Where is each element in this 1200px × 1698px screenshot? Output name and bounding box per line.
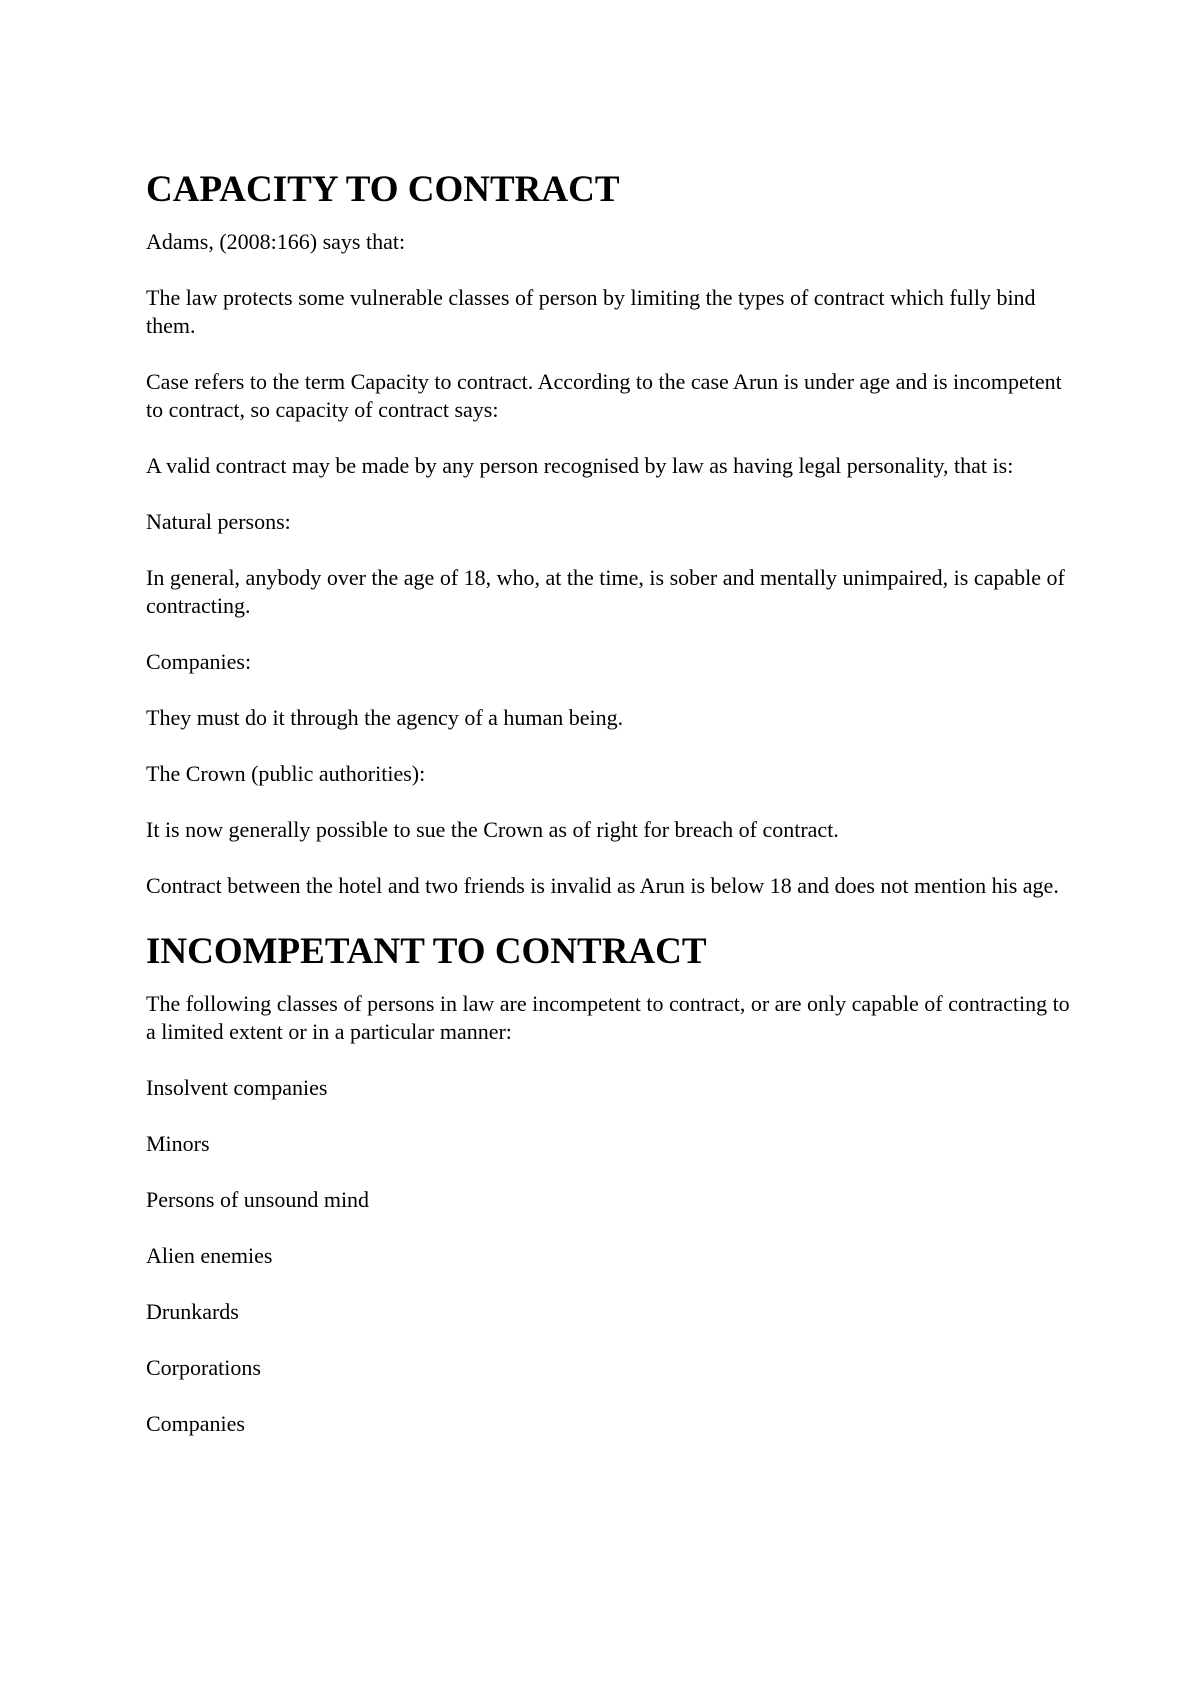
paragraph-incompetent-intro: The following classes of persons in law are incompetent to contract, or are only capable of contracting to a limited extent or in a particular manner: [146,991,1070,1044]
paragraph-quote: The law protects some vulnerable classes of person by limiting the types of contract which fully bind them. [146,285,1036,338]
list-item: Minors [146,1131,210,1156]
list-item: Insolvent companies [146,1075,328,1100]
paragraph-crown: It is now generally possible to sue the Crown as of right for breach of contract. [146,817,839,842]
list-item: Corporations [146,1355,261,1380]
paragraph-natural-persons-label: Natural persons: [146,509,291,534]
section-heading-capacity: CAPACITY TO CONTRACT [146,169,620,210]
paragraph-companies-label: Companies: [146,649,252,674]
paragraph-case: Case refers to the term Capacity to contract. According to the case Arun is under age and is incompetent to contract, so capacity of contract says: [146,369,1062,422]
list-item: Companies [146,1411,245,1436]
list-item: Persons of unsound mind [146,1187,370,1212]
paragraph-valid-contract: A valid contract may be made by any person recognised by law as having legal personality, that is: [146,453,1014,478]
paragraph-conclusion: Contract between the hotel and two friends is invalid as Arun is below 18 and does not mention his age. [146,873,1059,898]
paragraph-citation: Adams, (2008:166) says that: [146,229,406,254]
document-page [146,168,1076,1438]
list-item: Drunkards [146,1299,239,1324]
section-heading-incompetant: INCOMPETANT TO CONTRACT [146,931,707,972]
paragraph-natural-persons: In general, anybody over the age of 18, who, at the time, is sober and mentally unimpaired, is capable of contracting. [146,565,1065,618]
list-item: Alien enemies [146,1243,273,1268]
paragraph-companies: They must do it through the agency of a human being. [146,705,624,730]
paragraph-crown-label: The Crown (public authorities): [146,761,426,786]
